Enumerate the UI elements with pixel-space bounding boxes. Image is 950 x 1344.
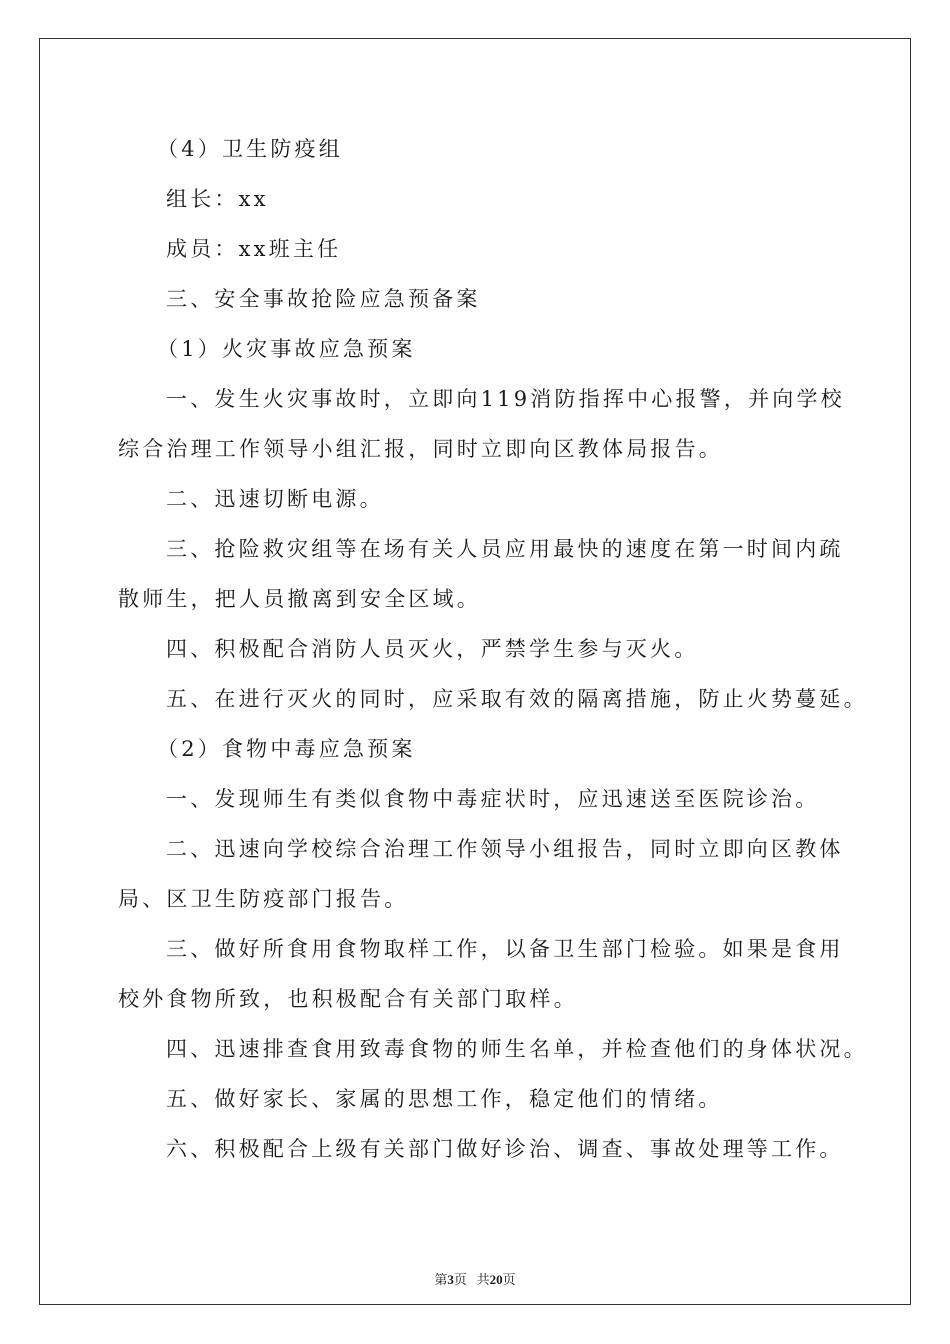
section-heading: （1）火灾事故应急预案 xyxy=(157,337,416,361)
paragraph-line: 一、发现师生有类似食物中毒症状时，应迅速送至医院诊治。 xyxy=(166,787,820,811)
paragraph-line: 三、做好所食用食物取样工作，以备卫生部门检验。如果是食用 xyxy=(166,937,844,961)
paragraph-line: 四、积极配合消防人员灭火，严禁学生参与灭火。 xyxy=(166,637,699,661)
paragraph-line: 一、发生火灾事故时，立即向119消防指挥中心报警，并向学校 xyxy=(166,387,845,411)
paragraph-line: 二、迅速向学校综合治理工作领导小组报告，同时立即向区教体 xyxy=(166,837,844,861)
paragraph-line: 成员：xx班主任 xyxy=(166,237,342,261)
total-pages-number: 20 xyxy=(489,1272,503,1287)
footer-page-suffix: 页 xyxy=(453,1272,467,1287)
paragraph-line: 六、积极配合上级有关部门做好诊治、调查、事故处理等工作。 xyxy=(166,1137,844,1161)
paragraph-line: 五、做好家长、家属的思想工作，稳定他们的情绪。 xyxy=(166,1087,723,1111)
paragraph-line: 散师生，把人员撤离到安全区域。 xyxy=(118,587,481,611)
paragraph-line: 局、区卫生防疫部门报告。 xyxy=(118,887,409,911)
section-heading: （4）卫生防疫组 xyxy=(157,137,343,161)
paragraph-line: 四、迅速排查食用致毒食物的师生名单，并检查他们的身体状况。 xyxy=(166,1037,868,1061)
paragraph-line: 综合治理工作领导小组汇报，同时立即向区教体局报告。 xyxy=(118,437,723,461)
footer-prefix: 第 xyxy=(434,1272,448,1287)
document-page xyxy=(39,38,911,1305)
section-heading: 三、安全事故抢险应急预备案 xyxy=(166,287,481,311)
paragraph-line: 校外食物所致，也积极配合有关部门取样。 xyxy=(118,987,578,1011)
paragraph-line: 组长：xx xyxy=(166,187,269,211)
section-heading: （2）食物中毒应急预案 xyxy=(157,737,416,761)
footer-total-suffix: 页 xyxy=(502,1272,516,1287)
page-footer xyxy=(40,1269,910,1288)
footer-total-prefix: 共 xyxy=(476,1272,490,1287)
current-page-number: 3 xyxy=(447,1272,454,1287)
paragraph-line: 五、在进行灭火的同时，应采取有效的隔离措施，防止火势蔓延。 xyxy=(166,687,868,711)
paragraph-line: 二、迅速切断电源。 xyxy=(166,487,384,511)
paragraph-line: 三、抢险救灾组等在场有关人员应用最快的速度在第一时间内疏 xyxy=(166,537,844,561)
